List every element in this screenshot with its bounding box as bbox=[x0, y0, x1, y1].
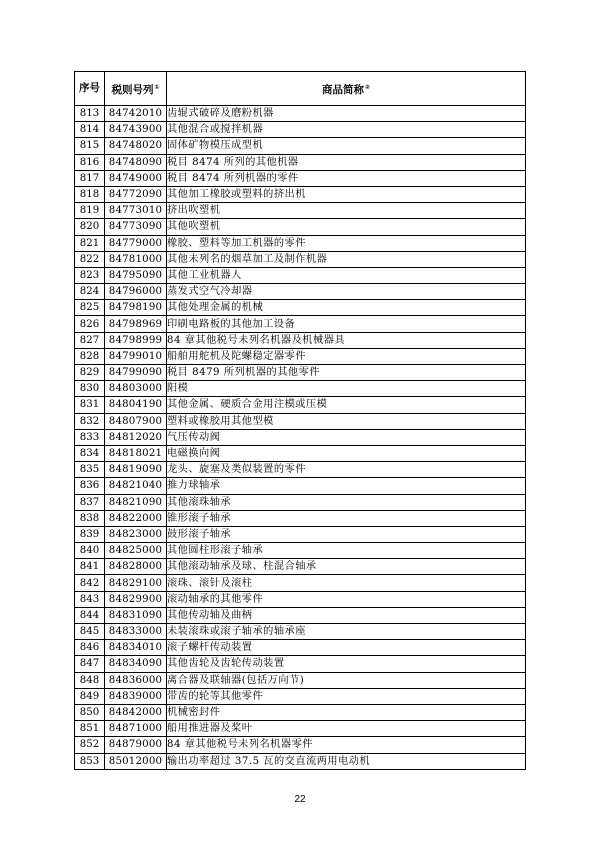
table-row bbox=[75, 154, 526, 170]
table-row bbox=[75, 203, 526, 219]
cell-code: 84825000 bbox=[105, 543, 167, 559]
table-row bbox=[75, 365, 526, 381]
cell-seq: 835 bbox=[75, 462, 105, 478]
cell-name: 带齿的轮等其他零件 bbox=[167, 688, 526, 704]
cell-code: 84779000 bbox=[105, 235, 167, 251]
table-row bbox=[75, 413, 526, 429]
cell-seq: 848 bbox=[75, 672, 105, 688]
cell-seq: 815 bbox=[75, 138, 105, 154]
cell-code: 84799090 bbox=[105, 365, 167, 381]
cell-name: 橡胶、塑料等加工机器的零件 bbox=[167, 235, 526, 251]
cell-code: 84803000 bbox=[105, 381, 167, 397]
cell-code: 84795090 bbox=[105, 267, 167, 283]
cell-seq: 813 bbox=[75, 106, 105, 122]
cell-name: 其他传动轴及曲柄 bbox=[167, 607, 526, 623]
cell-code: 84798969 bbox=[105, 316, 167, 332]
cell-code: 84829900 bbox=[105, 591, 167, 607]
table-row bbox=[75, 624, 526, 640]
cell-seq: 827 bbox=[75, 332, 105, 348]
cell-name: 固体矿物模压成型机 bbox=[167, 138, 526, 154]
cell-seq: 825 bbox=[75, 300, 105, 316]
table-row bbox=[75, 284, 526, 300]
cell-seq: 840 bbox=[75, 543, 105, 559]
cell-seq: 816 bbox=[75, 154, 105, 170]
table-row bbox=[75, 235, 526, 251]
cell-seq: 828 bbox=[75, 348, 105, 364]
cell-code: 84829100 bbox=[105, 575, 167, 591]
cell-code: 84834090 bbox=[105, 656, 167, 672]
cell-name: 蒸发式空气冷却器 bbox=[167, 284, 526, 300]
table-row bbox=[75, 688, 526, 704]
header-code: 税则号列① bbox=[105, 72, 167, 106]
table-row bbox=[75, 591, 526, 607]
table-row bbox=[75, 170, 526, 186]
cell-seq: 837 bbox=[75, 494, 105, 510]
cell-seq: 844 bbox=[75, 607, 105, 623]
cell-name: 税目 8479 所列机器的其他零件 bbox=[167, 365, 526, 381]
table-body bbox=[75, 106, 526, 770]
footnote-mark-1: ① bbox=[154, 83, 160, 91]
cell-code: 84823000 bbox=[105, 526, 167, 542]
cell-seq: 820 bbox=[75, 219, 105, 235]
cell-code: 84833000 bbox=[105, 624, 167, 640]
cell-code: 84742010 bbox=[105, 106, 167, 122]
cell-name: 塑料或橡胶用其他型模 bbox=[167, 413, 526, 429]
table-row bbox=[75, 672, 526, 688]
table-row bbox=[75, 737, 526, 753]
cell-name: 机械密封件 bbox=[167, 704, 526, 720]
cell-code: 84781000 bbox=[105, 251, 167, 267]
cell-code: 84798999 bbox=[105, 332, 167, 348]
table-row bbox=[75, 445, 526, 461]
cell-name: 其他滚珠轴承 bbox=[167, 494, 526, 510]
cell-name: 推力球轴承 bbox=[167, 478, 526, 494]
page-number: 22 bbox=[294, 794, 306, 805]
cell-name: 其他处理金属的机械 bbox=[167, 300, 526, 316]
table-header bbox=[75, 72, 526, 106]
cell-name: 船用推进器及桨叶 bbox=[167, 721, 526, 737]
cell-name: 船舶用舵机及陀螺稳定器零件 bbox=[167, 348, 526, 364]
cell-seq: 831 bbox=[75, 397, 105, 413]
header-name: 商品简称② bbox=[167, 72, 526, 106]
table-row bbox=[75, 267, 526, 283]
cell-name: 其他圆柱形滚子轴承 bbox=[167, 543, 526, 559]
table-row bbox=[75, 186, 526, 202]
cell-seq: 847 bbox=[75, 656, 105, 672]
cell-name: 其他滚动轴承及球、柱混合轴承 bbox=[167, 559, 526, 575]
table-row bbox=[75, 300, 526, 316]
cell-name: 阳模 bbox=[167, 381, 526, 397]
cell-name: 输出功率超过 37.5 瓦的交直流两用电动机 bbox=[167, 753, 526, 769]
cell-code: 84821090 bbox=[105, 494, 167, 510]
table-row bbox=[75, 704, 526, 720]
cell-seq: 814 bbox=[75, 122, 105, 138]
table-row bbox=[75, 462, 526, 478]
cell-code: 84821040 bbox=[105, 478, 167, 494]
cell-name: 气压传动阀 bbox=[167, 429, 526, 445]
cell-name: 其他未列名的烟草加工及制作机器 bbox=[167, 251, 526, 267]
cell-code: 84812020 bbox=[105, 429, 167, 445]
cell-code: 84842000 bbox=[105, 704, 167, 720]
cell-name: 税目 8474 所列的其他机器 bbox=[167, 154, 526, 170]
table-row bbox=[75, 381, 526, 397]
cell-code: 84798190 bbox=[105, 300, 167, 316]
footnote-mark-2: ② bbox=[364, 83, 371, 91]
cell-code: 84799010 bbox=[105, 348, 167, 364]
cell-code: 84879000 bbox=[105, 737, 167, 753]
cell-seq: 822 bbox=[75, 251, 105, 267]
table-row bbox=[75, 494, 526, 510]
table-row bbox=[75, 397, 526, 413]
cell-name: 鼓形滚子轴承 bbox=[167, 526, 526, 542]
cell-seq: 821 bbox=[75, 235, 105, 251]
cell-name: 电磁换向阀 bbox=[167, 445, 526, 461]
cell-name: 其他吹塑机 bbox=[167, 219, 526, 235]
cell-seq: 852 bbox=[75, 737, 105, 753]
cell-seq: 849 bbox=[75, 688, 105, 704]
cell-seq: 823 bbox=[75, 267, 105, 283]
cell-name: 其他金属、硬质合金用注模或压模 bbox=[167, 397, 526, 413]
table-row bbox=[75, 753, 526, 769]
table-row bbox=[75, 510, 526, 526]
cell-seq: 843 bbox=[75, 591, 105, 607]
cell-code: 84822000 bbox=[105, 510, 167, 526]
cell-name: 龙头、旋塞及类似装置的零件 bbox=[167, 462, 526, 478]
table-row bbox=[75, 251, 526, 267]
cell-seq: 819 bbox=[75, 203, 105, 219]
cell-name: 滚子螺杆传动装置 bbox=[167, 640, 526, 656]
cell-code: 84772090 bbox=[105, 186, 167, 202]
table-row bbox=[75, 332, 526, 348]
cell-name: 滚动轴承的其他零件 bbox=[167, 591, 526, 607]
header-seq: 序号 bbox=[75, 72, 105, 106]
cell-code: 84796000 bbox=[105, 284, 167, 300]
cell-seq: 824 bbox=[75, 284, 105, 300]
table-row bbox=[75, 575, 526, 591]
cell-seq: 817 bbox=[75, 170, 105, 186]
cell-code: 84836000 bbox=[105, 672, 167, 688]
cell-seq: 838 bbox=[75, 510, 105, 526]
cell-code: 84749000 bbox=[105, 170, 167, 186]
cell-name: 挤出吹塑机 bbox=[167, 203, 526, 219]
cell-name: 84 章其他税号未列名机器零件 bbox=[167, 737, 526, 753]
cell-name: 印刷电路板的其他加工设备 bbox=[167, 316, 526, 332]
cell-seq: 845 bbox=[75, 624, 105, 640]
table-row bbox=[75, 721, 526, 737]
cell-seq: 834 bbox=[75, 445, 105, 461]
cell-seq: 830 bbox=[75, 381, 105, 397]
cell-code: 84828000 bbox=[105, 559, 167, 575]
table-row bbox=[75, 138, 526, 154]
cell-code: 84773090 bbox=[105, 219, 167, 235]
cell-code: 84743900 bbox=[105, 122, 167, 138]
cell-seq: 829 bbox=[75, 365, 105, 381]
cell-code: 84819090 bbox=[105, 462, 167, 478]
table-row bbox=[75, 106, 526, 122]
cell-code: 84839000 bbox=[105, 688, 167, 704]
cell-name: 未装滚珠或滚子轴承的轴承座 bbox=[167, 624, 526, 640]
cell-name: 滚珠、滚针及滚柱 bbox=[167, 575, 526, 591]
table-row bbox=[75, 640, 526, 656]
cell-name: 84 章其他税号未列名机器及机械器具 bbox=[167, 332, 526, 348]
cell-code: 84807900 bbox=[105, 413, 167, 429]
table-row bbox=[75, 543, 526, 559]
cell-seq: 832 bbox=[75, 413, 105, 429]
cell-seq: 841 bbox=[75, 559, 105, 575]
table-row bbox=[75, 348, 526, 364]
cell-seq: 851 bbox=[75, 721, 105, 737]
cell-code: 84748020 bbox=[105, 138, 167, 154]
cell-code: 84818021 bbox=[105, 445, 167, 461]
table-row bbox=[75, 526, 526, 542]
cell-seq: 853 bbox=[75, 753, 105, 769]
cell-code: 84804190 bbox=[105, 397, 167, 413]
cell-name: 齿辊式破碎及磨粉机器 bbox=[167, 106, 526, 122]
cell-name: 其他工业机器人 bbox=[167, 267, 526, 283]
cell-code: 85012000 bbox=[105, 753, 167, 769]
table-row bbox=[75, 219, 526, 235]
cell-seq: 826 bbox=[75, 316, 105, 332]
cell-name: 税目 8474 所列机器的零件 bbox=[167, 170, 526, 186]
cell-seq: 836 bbox=[75, 478, 105, 494]
table-row bbox=[75, 429, 526, 445]
cell-seq: 850 bbox=[75, 704, 105, 720]
cell-code: 84834010 bbox=[105, 640, 167, 656]
cell-name: 其他混合或搅拌机器 bbox=[167, 122, 526, 138]
tariff-table bbox=[74, 71, 526, 770]
cell-code: 84871000 bbox=[105, 721, 167, 737]
cell-name: 其他加工橡胶或塑料的挤出机 bbox=[167, 186, 526, 202]
cell-code: 84748090 bbox=[105, 154, 167, 170]
table-row bbox=[75, 607, 526, 623]
table-row bbox=[75, 122, 526, 138]
cell-seq: 842 bbox=[75, 575, 105, 591]
cell-seq: 833 bbox=[75, 429, 105, 445]
table-row bbox=[75, 559, 526, 575]
cell-name: 锥形滚子轴承 bbox=[167, 510, 526, 526]
cell-name: 离合器及联轴器(包括万向节) bbox=[167, 672, 526, 688]
cell-seq: 846 bbox=[75, 640, 105, 656]
cell-name: 其他齿轮及齿轮传动装置 bbox=[167, 656, 526, 672]
cell-seq: 818 bbox=[75, 186, 105, 202]
cell-seq: 839 bbox=[75, 526, 105, 542]
cell-code: 84773010 bbox=[105, 203, 167, 219]
table-row bbox=[75, 316, 526, 332]
cell-code: 84831090 bbox=[105, 607, 167, 623]
table-row bbox=[75, 478, 526, 494]
table-row bbox=[75, 656, 526, 672]
